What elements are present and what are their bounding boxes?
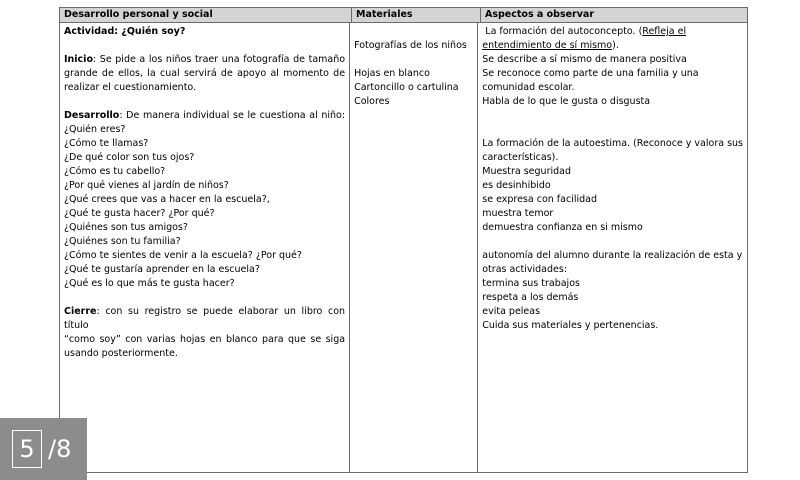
desarrollo-line-1 — [64, 109, 345, 123]
inicio-label: Inicio — [64, 54, 93, 65]
material-item: Cartoncillo o cartulina — [354, 82, 459, 93]
question-item: ¿Qué crees que vas a hacer en la escuela?, — [64, 194, 270, 205]
question-item: ¿Cómo es tu cabello? — [64, 166, 166, 177]
aspect-item: Cuida sus materiales y pertenencias. — [482, 320, 659, 331]
autoconcepto-underlined-1: Refleja el — [642, 26, 687, 37]
materials-cell — [350, 23, 478, 472]
aspect-item: respeta a los demás — [482, 292, 579, 303]
material-item: Fotografías de los niños — [354, 40, 467, 51]
cierre-line-2: “como soy” con varias hojas en blanco para que se siga — [64, 334, 346, 345]
aspect-item: autonomía del alumno durante la realización de esta y — [482, 250, 743, 261]
autoconcepto-line-2 — [482, 39, 743, 53]
question-item: ¿Qué es lo que más te gusta hacer? — [64, 278, 235, 289]
question-item: ¿Cómo te llamas? — [64, 138, 149, 149]
page-indicator[interactable] — [0, 418, 87, 480]
autoconcepto-underlined-2: entendimiento de sí mismo — [482, 40, 613, 51]
header-desarrollo: Desarrollo personal y social — [60, 8, 352, 22]
aspect-item: Se reconoce como parte de una familia y una — [482, 68, 699, 79]
aspect-item: características). — [482, 152, 559, 163]
question-item: ¿De qué color son tus ojos? — [64, 152, 195, 163]
aspect-item: muestra temor — [482, 208, 554, 219]
question-item: ¿Quiénes son tus amigos? — [64, 222, 188, 233]
aspect-item: se expresa con facilidad — [482, 194, 597, 205]
material-item: Hojas en blanco — [354, 68, 430, 79]
table-header-row — [60, 8, 747, 23]
desarrollo-text-1: : De manera individual se le cuestiona al niño: — [119, 110, 346, 121]
material-spacer — [354, 53, 473, 67]
inicio-line-2: grande de ellos, la cual servirá de apoyo al momento de — [64, 68, 346, 79]
cierre-line-1 — [64, 305, 345, 333]
aspect-item: termina sus trabajos — [482, 278, 580, 289]
total-pages: /8 — [48, 435, 72, 463]
autoconcepto-line-1 — [482, 25, 743, 39]
autoconcepto-text: La formación del autoconcepto. ( — [482, 26, 643, 37]
question-item: ¿Por qué vienes al jardín de niños? — [64, 180, 229, 191]
aspect-item: La formación de la autoestima. (Reconoce y valora sus — [482, 138, 743, 149]
aspect-item: Habla de lo que le gusta o disgusta — [482, 96, 651, 107]
aspect-item: otras actividades: — [482, 264, 568, 275]
aspect-item: comunidad escolar. — [482, 82, 575, 93]
question-item: ¿Quiénes son tu familia? — [64, 236, 181, 247]
question-item: ¿Qué te gustaría aprender en la escuela? — [64, 264, 260, 275]
activity-table — [59, 7, 748, 473]
aspect-item: Se describe a sí mismo de manera positiva — [482, 54, 687, 65]
aspect-item: es desinhibido — [482, 180, 551, 191]
question-item: ¿Quién eres? — [64, 124, 126, 135]
question-item: ¿Cómo te sientes de venir a la escuela? ¿Por qué? — [64, 250, 302, 261]
activity-description-cell — [60, 23, 350, 472]
question-item: ¿Qué te gusta hacer? ¿Por qué? — [64, 208, 215, 219]
header-aspectos: Aspectos a observar — [485, 9, 595, 20]
current-page[interactable]: 5 — [12, 430, 42, 468]
inicio-line-1 — [64, 53, 345, 67]
aspect-item: Muestra seguridad — [482, 166, 572, 177]
cierre-label: Cierre — [64, 306, 97, 317]
cierre-line-3: usando posteriormente. — [64, 348, 178, 359]
aspect-item: demuestra confianza en si mismo — [482, 222, 643, 233]
table-body-row — [60, 23, 747, 472]
desarrollo-label: Desarrollo — [64, 110, 120, 121]
aspect-item: evita peleas — [482, 306, 541, 317]
material-item: Colores — [354, 96, 390, 107]
autoconcepto-close: ). — [612, 40, 619, 51]
header-materiales: Materiales — [352, 8, 481, 22]
inicio-line-3: realizar el cuestionamiento. — [64, 82, 197, 93]
cierre-text-1: : con su registro se puede elaborar un libro con título — [64, 306, 346, 331]
activity-title: Actividad: ¿Quién soy? — [64, 26, 186, 37]
observation-cell — [478, 23, 747, 472]
inicio-text-1: : Se pide a los niños traer una fotografía de tamaño — [92, 54, 346, 65]
